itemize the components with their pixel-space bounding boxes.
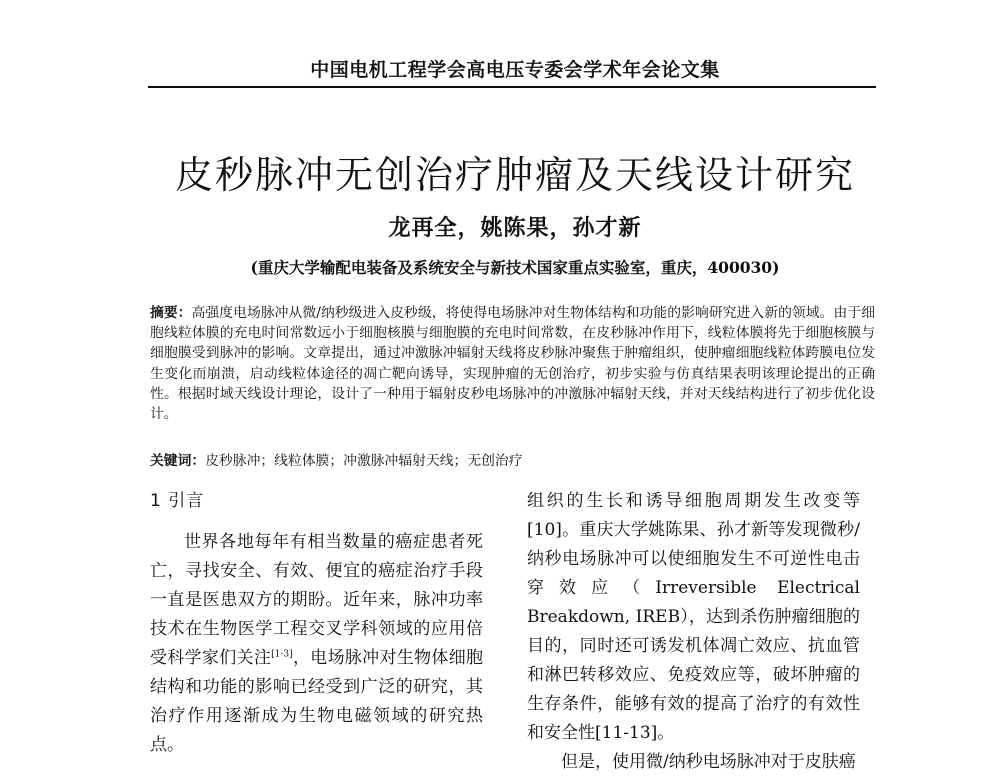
intro-paragraph-continued: 组织的生长和诱导细胞周期发生改变等[10]。重庆大学姚陈果、孙才新等发现微秒/纳秒电场脉冲可以使细胞发生不可逆性电击穿效应（Irreversible Electrical Breakdown, IREB），达到杀伤肿瘤细胞的目的，同时还可诱发机体凋亡效应、抗血管和淋巴转移效应、免疫效应等，破坏肿瘤的生存条件，能够有效的提高了治疗的有效性和安全性[11-13]。 [527,491,860,743]
abstract-label: 摘要： [150,305,192,321]
intro-paragraph-part1: 世界各地每年有相当数量的癌症患者死亡，寻找安全、有效、便宜的癌症治疗手段一直是医患双方的期盼。近年来，脉冲功率技术在生物医学工程交叉学科领域的应用倍受科学家们关注 [150,532,483,668]
keywords [150,450,875,472]
keywords-text: 皮秒脉冲；线粒体膜；冲激脉冲辐射天线；无创治疗 [205,453,523,469]
abstract [150,303,875,424]
body-column-right [527,487,860,777]
paper-authors: 龙再全，姚陈果，孙才新 [388,215,642,241]
header-rule [148,86,876,88]
section-heading-introduction: 1 引言 [150,491,205,511]
running-header: 中国电机工程学会高电压专委会学术年会论文集 [310,59,720,81]
intro-paragraph-next: 但是，使用微/纳秒电场脉冲对于皮肤癌 [561,752,856,772]
intro-paragraph-part2: ，电场脉冲对生物体细胞结构和功能的影响已经受到广泛的研究，其治疗作用逐渐成为生物电磁领域的研究热点。 [150,648,484,755]
abstract-text: 高强度电场脉冲从微/纳秒级进入皮秒级，将使得电场脉冲对生物体结构和功能的影响研究进入新的领域。由于细胞线粒体膜的充电时间常数远小于细胞核膜与细胞膜的充电时间常数，在皮秒脉冲作用下，线粒体膜将先于细胞核膜与细胞膜受到脉冲的影响。文章提出，通过冲激脉冲辐射天线将皮秒脉冲聚焦于肿瘤组织，使肿瘤细胞线粒体跨膜电位发生变化而崩溃，启动线粒体途径的凋亡靶向诱导，实现肿瘤的无创治疗，初步实验与仿真结果表明该理论提出的正确性。根据时域天线设计理论，设计了一种用于辐射皮秒电场脉冲的冲激脉冲辐射天线，并对天线结构进行了初步优化设计。 [150,305,875,423]
paper-affiliation: (重庆大学输配电装备及系统安全与新技术国家重点实验室，重庆，400030) [250,258,780,277]
paper-title: 皮秒脉冲无创治疗肿瘤及天线设计研究 [174,153,855,197]
body-column-left [150,528,483,760]
citation-ref: [1-3] [271,649,293,660]
keywords-label: 关键词： [150,453,206,469]
